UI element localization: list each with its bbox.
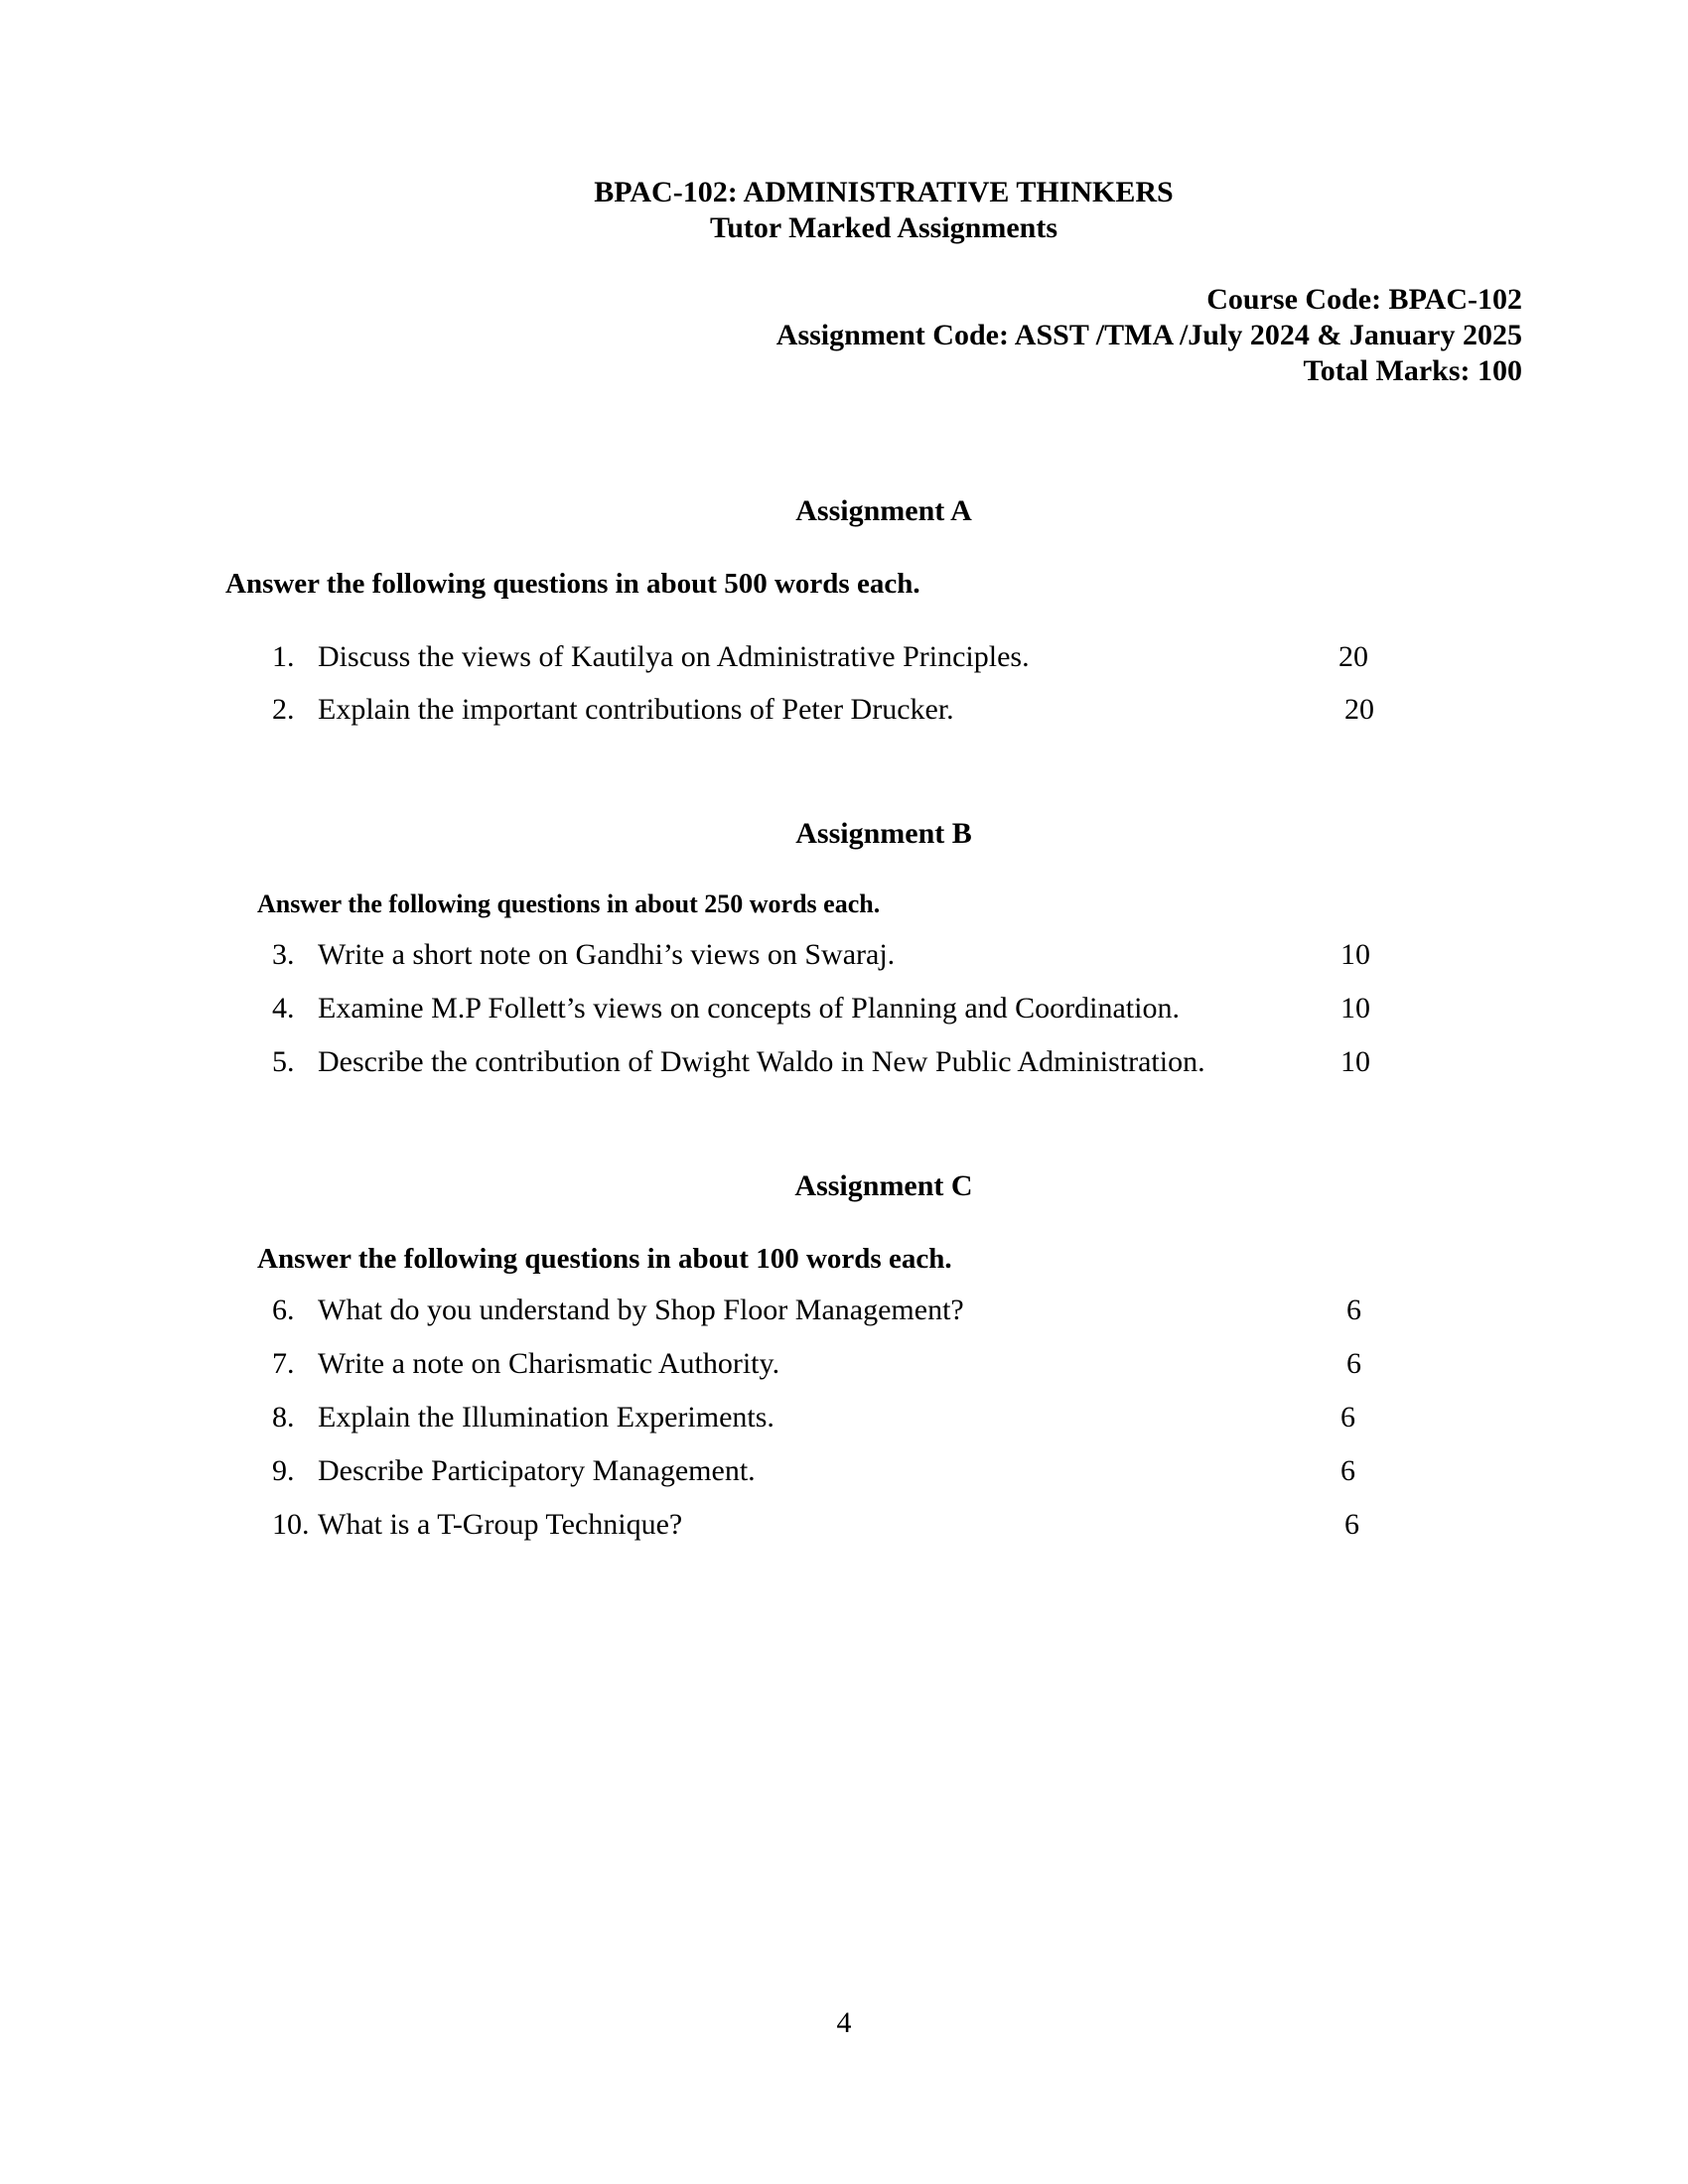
question-item bbox=[268, 1344, 1460, 1384]
question-number: 7. bbox=[272, 1347, 295, 1380]
section-heading-b: Assignment B bbox=[795, 817, 972, 850]
question-text: What is a T-Group Technique? bbox=[318, 1508, 683, 1541]
question-marks: 10 bbox=[1340, 992, 1370, 1024]
section-heading-c: Assignment C bbox=[794, 1169, 973, 1202]
section-instruction-b: Answer the following questions in about 250 words each. bbox=[257, 889, 881, 918]
question-text: Write a short note on Gandhi’s views on Swaraj. bbox=[318, 938, 896, 971]
assignment-code: Assignment Code: ASST /TMA /July 2024 & January 2025 bbox=[775, 319, 1522, 351]
question-item bbox=[268, 1291, 1460, 1330]
question-text: What do you understand by Shop Floor Management? bbox=[318, 1294, 964, 1326]
question-number: 10. bbox=[272, 1508, 310, 1541]
question-text: Write a note on Charismatic Authority. bbox=[318, 1347, 780, 1380]
question-text: Discuss the views of Kautilya on Administrative Principles. bbox=[318, 640, 1030, 673]
question-marks: 10 bbox=[1340, 938, 1370, 971]
question-number: 8. bbox=[272, 1401, 295, 1433]
total-marks: Total Marks: 100 bbox=[1303, 354, 1522, 387]
section-instruction-c: Answer the following questions in about 100 words each. bbox=[257, 1243, 952, 1275]
question-item bbox=[268, 989, 1460, 1028]
section-heading-a: Assignment A bbox=[795, 494, 972, 527]
question-marks: 6 bbox=[1340, 1454, 1355, 1487]
document-title: BPAC-102: ADMINISTRATIVE THINKERS bbox=[594, 176, 1174, 208]
question-marks: 6 bbox=[1346, 1347, 1361, 1380]
question-item bbox=[268, 1042, 1460, 1082]
question-item bbox=[268, 637, 1460, 677]
question-marks: 20 bbox=[1338, 640, 1368, 673]
document-subtitle: Tutor Marked Assignments bbox=[709, 211, 1058, 244]
question-number: 6. bbox=[272, 1294, 295, 1326]
question-number: 2. bbox=[272, 693, 295, 726]
question-number: 5. bbox=[272, 1045, 295, 1078]
question-item bbox=[268, 1451, 1460, 1491]
question-item bbox=[268, 1505, 1460, 1545]
question-text: Explain the important contributions of Peter Drucker. bbox=[318, 693, 954, 726]
question-item bbox=[268, 690, 1460, 730]
question-number: 1. bbox=[272, 640, 295, 673]
question-text: Describe the contribution of Dwight Waldo in New Public Administration. bbox=[318, 1045, 1205, 1078]
question-item bbox=[268, 935, 1460, 975]
question-item bbox=[268, 1398, 1460, 1437]
question-marks: 6 bbox=[1346, 1294, 1361, 1326]
question-marks: 6 bbox=[1340, 1401, 1355, 1433]
course-code: Course Code: BPAC-102 bbox=[1206, 283, 1522, 316]
page-number: 4 bbox=[836, 2006, 852, 2039]
question-number: 4. bbox=[272, 992, 295, 1024]
question-text: Describe Participatory Management. bbox=[318, 1454, 756, 1487]
question-text: Explain the Illumination Experiments. bbox=[318, 1401, 774, 1433]
question-number: 3. bbox=[272, 938, 295, 971]
question-marks: 10 bbox=[1340, 1045, 1370, 1078]
section-instruction-a: Answer the following questions in about 500 words each. bbox=[225, 568, 920, 600]
question-text: Examine M.P Follett’s views on concepts of Planning and Coordination. bbox=[318, 992, 1180, 1024]
question-marks: 6 bbox=[1344, 1508, 1359, 1541]
question-number: 9. bbox=[272, 1454, 295, 1487]
question-marks: 20 bbox=[1344, 693, 1374, 726]
